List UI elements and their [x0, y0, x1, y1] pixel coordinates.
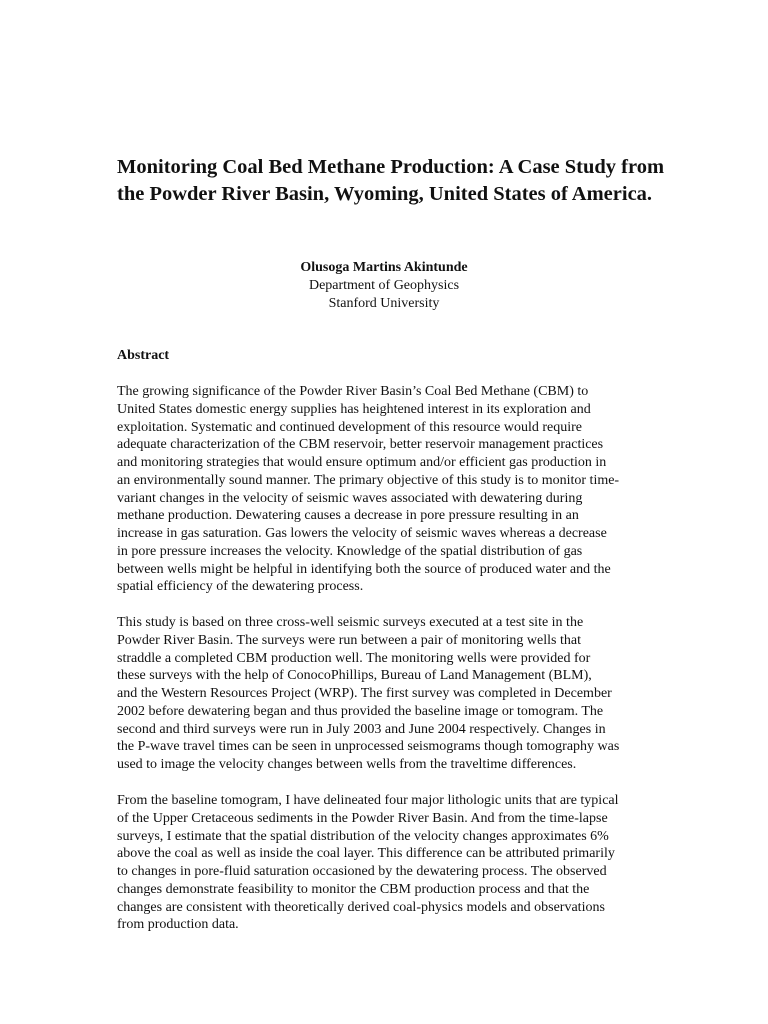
paragraph-line: second and third surveys were run in July 2003 and June 2004 respectively. Changes in — [117, 721, 606, 737]
paragraph-line: an environmentally sound manner. The primary objective of this study is to monitor time- — [117, 472, 620, 488]
paragraph-line: used to image the velocity changes between wells from the traveltime differences. — [117, 757, 577, 772]
paragraph-line: to changes in pore-fluid saturation occasioned by the dewatering process. The observed — [117, 864, 607, 879]
paragraph-line: in pore pressure increases the velocity. Knowledge of the spatial distribution of gas — [117, 543, 583, 559]
paragraph-line: spatial efficiency of the dewatering process. — [117, 579, 364, 595]
paper-title — [117, 154, 677, 208]
paragraph-line: between wells might be helpful in identifying both the source of produced water and the — [117, 561, 611, 577]
paragraph-line: This study is based on three cross-well seismic surveys executed at a test site in the — [117, 615, 584, 630]
paragraph-line: above the coal as well as inside the coal layer. This difference can be attributed primarily — [117, 846, 615, 862]
title-line: the Powder River Basin, Wyoming, United States of America. — [117, 183, 653, 205]
abstract-paragraph — [117, 383, 687, 596]
author-block — [0, 259, 768, 313]
title-line: Monitoring Coal Bed Methane Production: A Case Study from — [117, 156, 665, 178]
paragraph-line: changes are consistent with theoretically derived coal-physics models and observations — [117, 899, 605, 915]
abstract-paragraph — [117, 792, 687, 934]
paragraph-line: United States domestic energy supplies has heightened interest in its exploration and — [117, 401, 591, 417]
author-name: Olusoga Martins Akintunde — [300, 260, 468, 275]
paragraph-line: From the baseline tomogram, I have delineated four major lithologic units that are typical — [117, 793, 619, 808]
paragraph-line: these surveys with the help of ConocoPhillips, Bureau of Land Management (BLM), — [117, 668, 592, 684]
paragraph-line: Powder River Basin. The surveys were run between a pair of monitoring wells that — [117, 632, 581, 648]
paragraph-line: the P-wave travel times can be seen in unprocessed seismograms though tomography was — [117, 739, 620, 755]
author-department: Department of Geophysics — [308, 278, 460, 293]
paragraph-line: increase in gas saturation. Gas lowers the velocity of seismic waves whereas a decrease — [117, 526, 607, 541]
paragraph-line: changes demonstrate feasibility to monitor the CBM production process and that the — [117, 881, 590, 897]
paragraph-line: The growing significance of the Powder River Basin’s Coal Bed Methane (CBM) to — [117, 384, 589, 399]
author-institution: Stanford University — [328, 296, 440, 311]
paragraph-line: variant changes in the velocity of seismic waves associated with dewatering during — [117, 490, 583, 506]
paragraph-line: of the Upper Cretaceous sediments in the Powder River Basin. And from the time-lapse — [117, 810, 608, 826]
abstract-heading: Abstract — [117, 348, 170, 363]
paragraph-line: 2002 before dewatering began and thus provided the baseline image or tomogram. The — [117, 703, 604, 719]
paragraph-line: surveys, I estimate that the spatial distribution of the velocity changes approximates 6% — [117, 828, 609, 844]
abstract-paragraph — [117, 614, 687, 774]
paragraph-line: and the Western Resources Project (WRP). The first survey was completed in December — [117, 686, 612, 701]
paragraph-line: exploitation. Systematic and continued development of this resource would require — [117, 419, 582, 435]
paragraph-line: straddle a completed CBM production well. The monitoring wells were provided for — [117, 650, 591, 666]
paragraph-line: from production data. — [117, 917, 239, 933]
paragraph-line: methane production. Dewatering causes a decrease in pore pressure resulting in an — [117, 508, 579, 524]
paragraph-line: adequate characterization of the CBM reservoir, better reservoir management practices — [117, 437, 604, 453]
paragraph-line: and monitoring strategies that would ensure optimum and/or efficient gas production in — [117, 455, 607, 470]
